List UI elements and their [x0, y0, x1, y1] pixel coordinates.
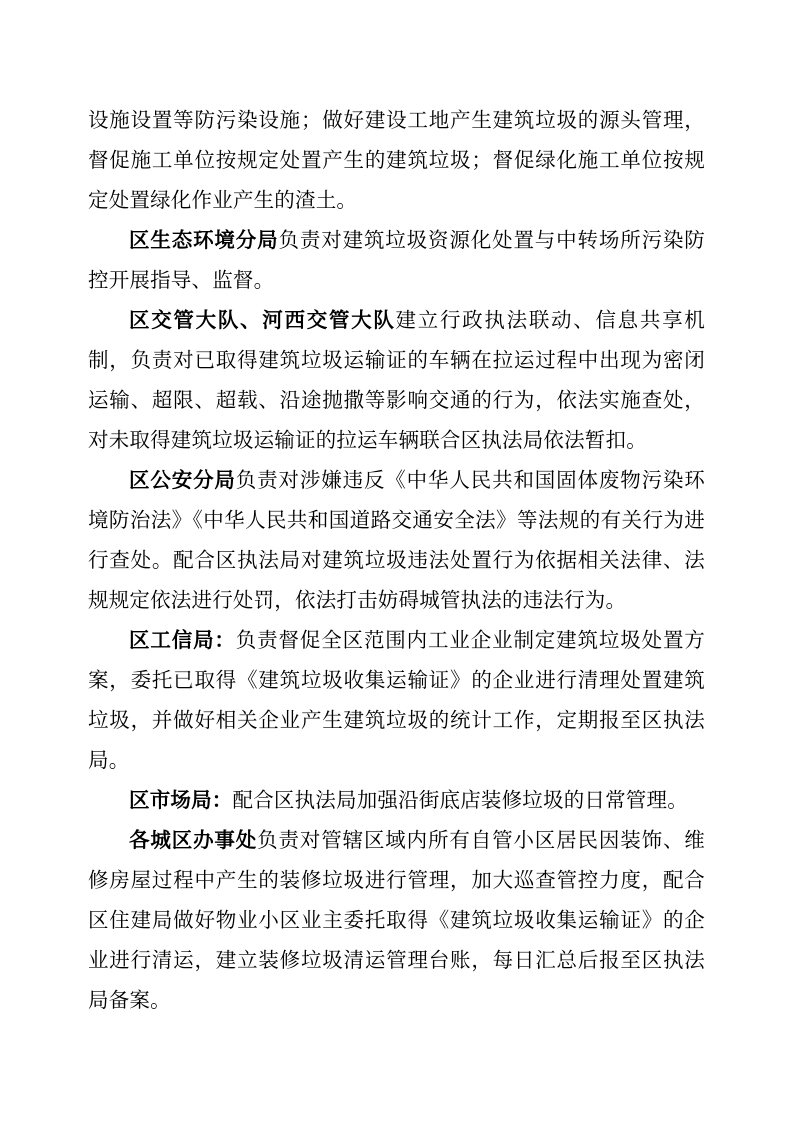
paragraph-text: 配合区执法局加强沿街底店装修垃圾的日常管理。: [232, 788, 688, 812]
paragraph-text: 负责对涉嫌违反《中华人民共和国固体废物污染环境防治法》《中华人民共和国道路交通安全法》等法规的有关行为进行查处。配合区执法局对建筑垃圾违法处置行为依据相关法律、法规规定依法进行处罚，依法打击妨碍城管执法的违法行为。: [88, 468, 706, 612]
document-body: [88, 100, 705, 1020]
paragraph-text: 负责督促全区范围内工业企业制定建筑垃圾处置方案，委托已取得《建筑垃圾收集运输证》的企业进行清理处置建筑垃圾，并做好相关企业产生建筑垃圾的统计工作，定期报至区执法局。: [88, 628, 706, 772]
paragraph: [88, 100, 705, 220]
paragraph-text: 设施设置等防污染设施；做好建设工地产生建筑垃圾的源头管理，督促施工单位按规定处置产生的建筑垃圾；督促绿化施工单位按规定处置绿化作业产生的渣土。: [88, 108, 705, 212]
paragraph: [88, 820, 705, 1020]
paragraph-lead: 区公安分局: [129, 468, 236, 492]
paragraph-text: 负责对管辖区域内所有自管小区居民因装饰、维修房屋过程中产生的装修垃圾进行管理，加大巡查管控力度，配合区住建局做好物业小区业主委托取得《建筑垃圾收集运输证》的企业进行清运，建立装修垃圾清运管理台账，每日汇总后报至区执法局备案。: [88, 828, 706, 1012]
paragraph: [88, 220, 705, 300]
paragraph-text: 负责对建筑垃圾资源化处置与中转场所污染防控开展指导、监督。: [88, 228, 706, 292]
paragraph-lead: 区工信局：: [129, 628, 236, 652]
paragraph-text: 建立行政执法联动、信息共享机制，负责对已取得建筑垃圾运输证的车辆在拉运过程中出现为密闭运输、超限、超载、沿途抛撒等影响交通的行为，依法实施查处，对未取得建筑垃圾运输证的拉运车辆联合区执法局依法暂扣。: [88, 308, 705, 452]
paragraph-lead: 各城区办事处: [129, 828, 258, 852]
paragraph: [88, 620, 705, 780]
paragraph-lead: 区市场局：: [129, 788, 233, 812]
paragraph-lead: 区生态环境分局: [129, 228, 279, 252]
paragraph: [88, 780, 705, 820]
paragraph: [88, 300, 705, 460]
paragraph-lead: 区交管大队、河西交管大队: [129, 308, 396, 332]
paragraph: [88, 460, 705, 620]
